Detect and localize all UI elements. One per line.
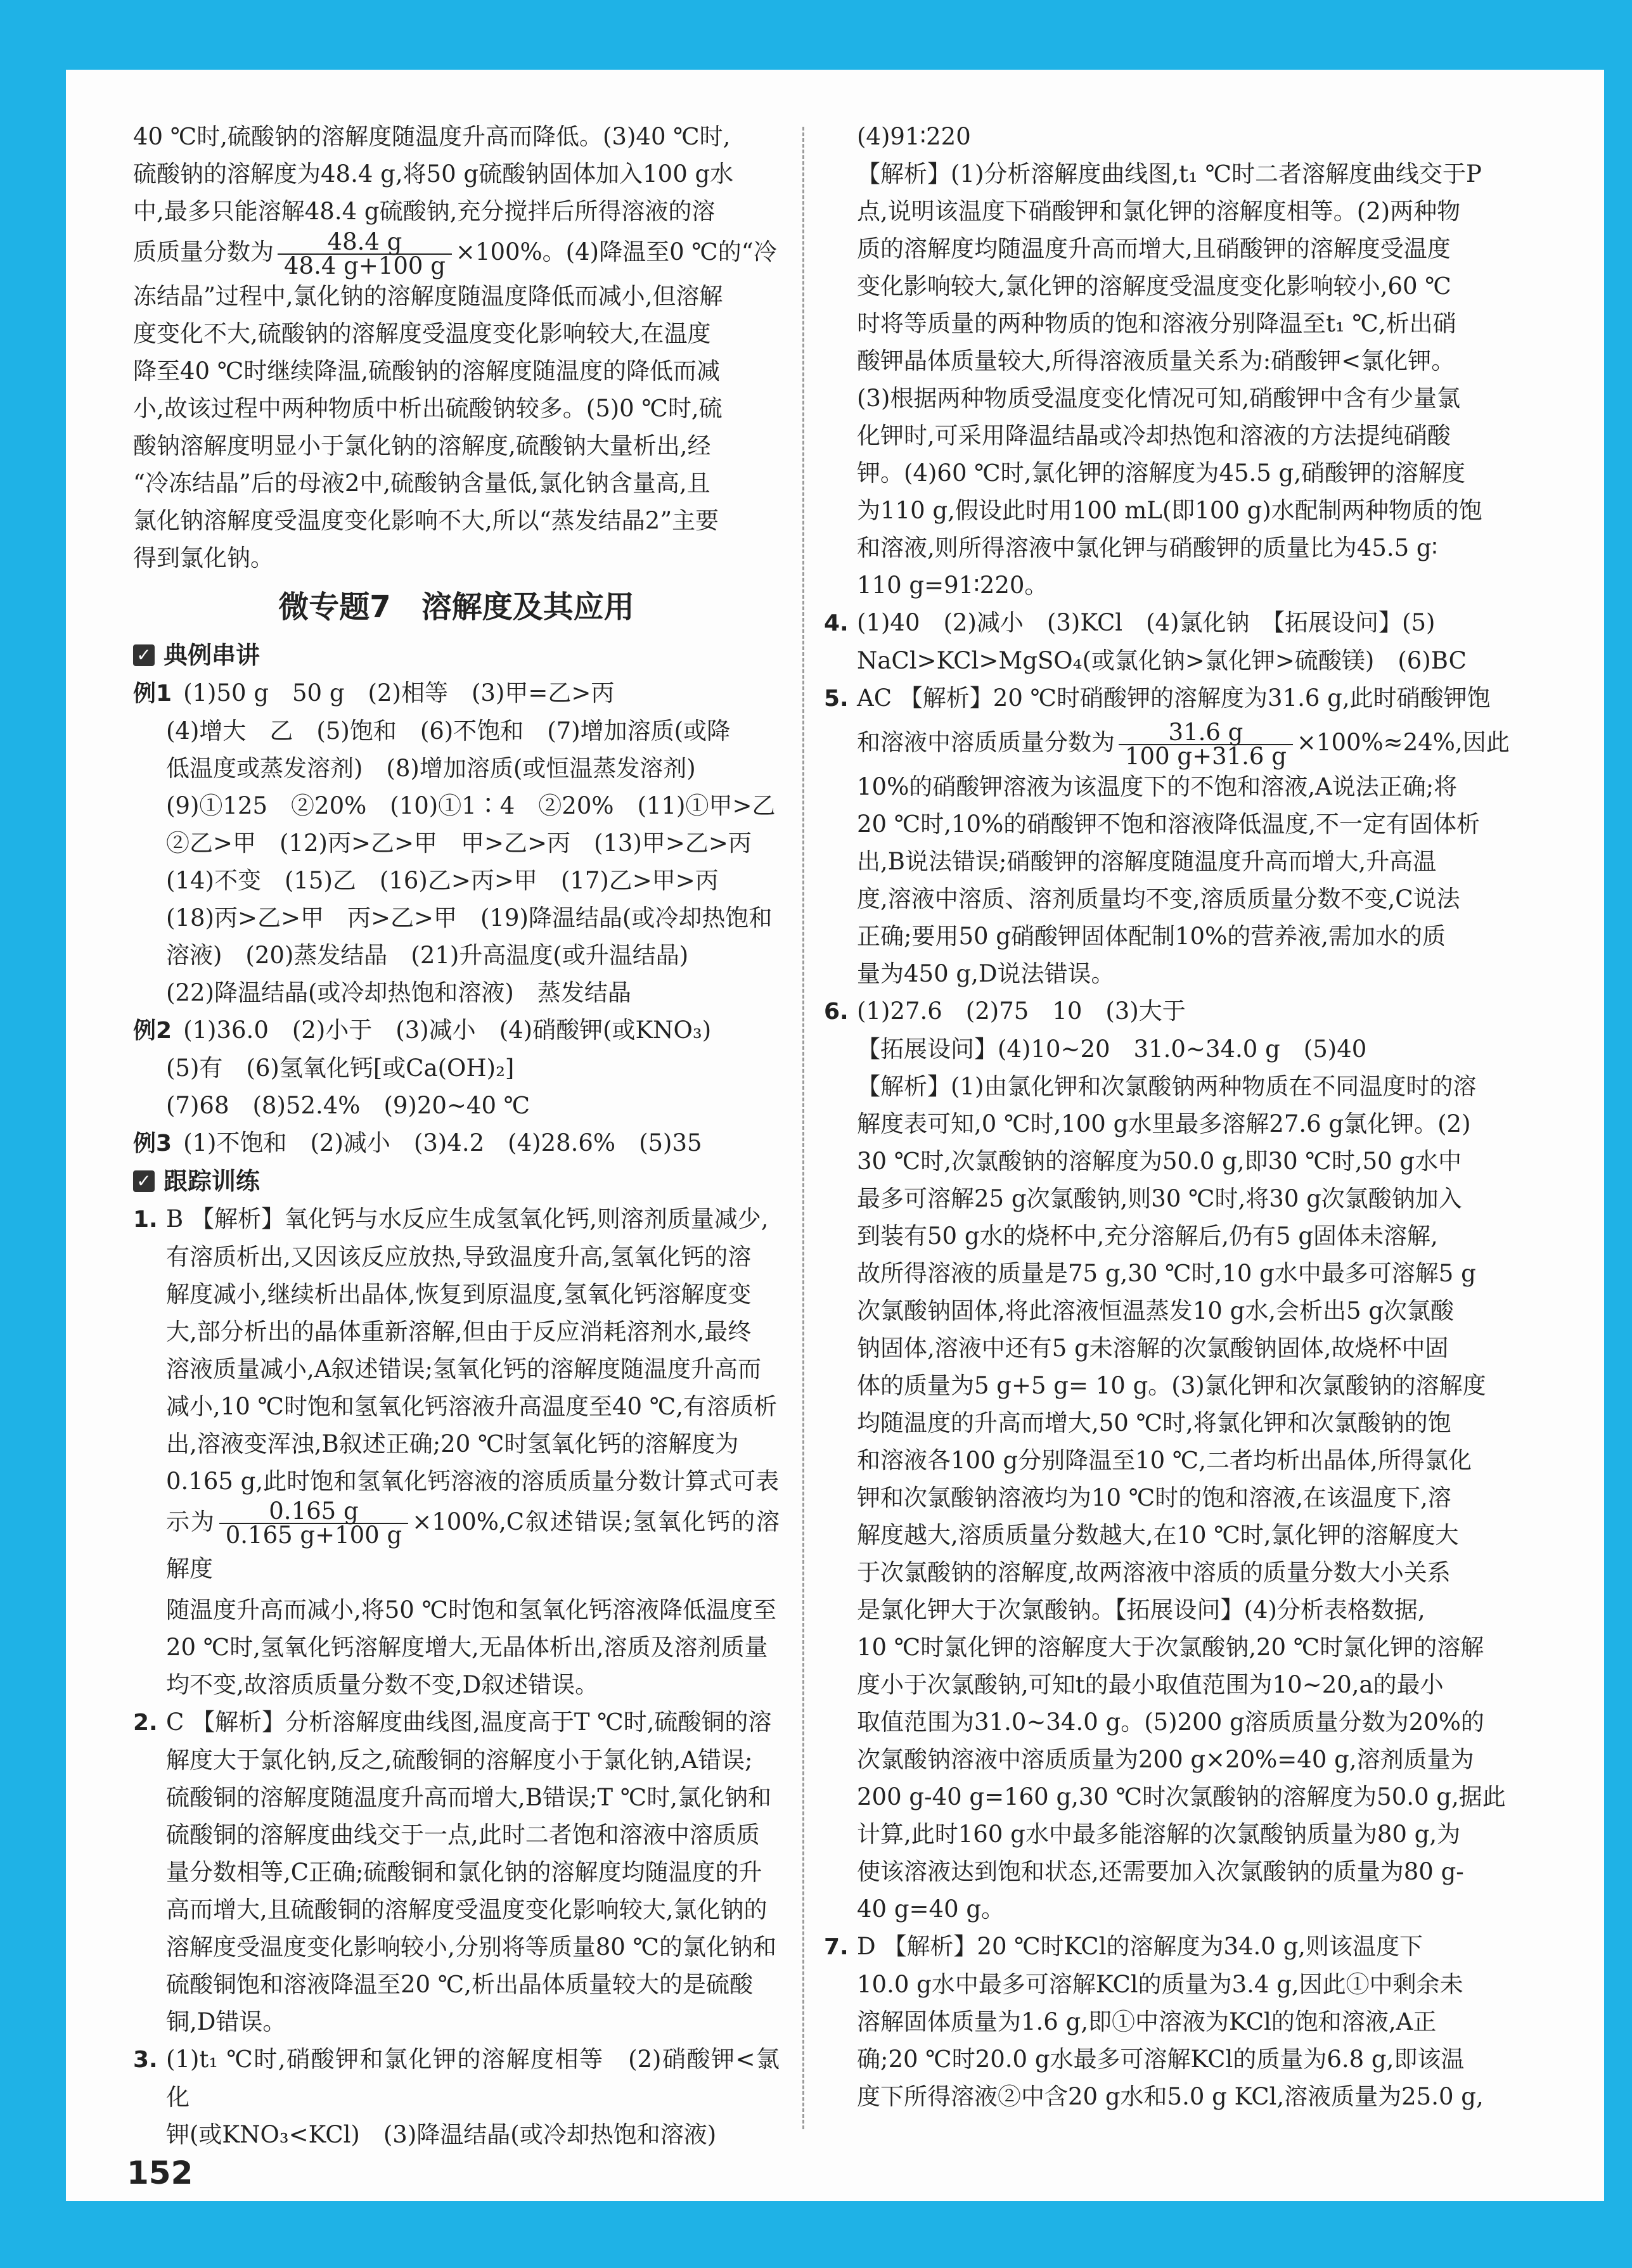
question-number: 7. [824,1934,849,1960]
checkbox-icon: ✓ [133,1170,155,1192]
left-column [133,118,780,2153]
question-line: (1)27.6 (2)75 10 (3)大于 [857,997,1186,1025]
example-line: 溶液) (20)蒸发结晶 (21)升高温度(或升温结晶) [166,941,689,969]
example-line: (1)不饱和 (2)减小 (3)4.2 (4)28.6% (5)35 [183,1129,702,1156]
question-line: (1)t₁ ℃时,硝酸钾和氯化钾的溶解度相等 (2)硝酸钾<氯化 [166,2046,780,2111]
question-line: 钾和次氯酸钠溶液均为10 ℃时的饱和溶液,在该温度下,溶 [857,1484,1451,1511]
question-line: (1)40 (2)减小 (3)KCl (4)氯化钠 【拓展设问】(5) [857,609,1436,636]
question-line: 钾(或KNO₃<KCl) (3)降温结晶(或冷却热饱和溶液) [166,2121,717,2148]
question-line: 200 g-40 g=160 g,30 ℃时次氯酸钠的溶解度为50.0 g,据此 [857,1783,1506,1810]
question-line: 取值范围为31.0~34.0 g。(5)200 g溶质质量分数为20%的 [857,1708,1484,1736]
question-number: 6. [824,999,849,1025]
example-line: (18)丙>乙>甲 丙>乙>甲 (19)降温结晶(或冷却热饱和 [166,904,773,932]
question-6 [824,992,1512,1928]
intro-line: 40 ℃时,硫酸钠的溶解度随温度升高而降低。(3)40 ℃时, [133,123,731,150]
column-divider [802,127,804,2129]
example-label: 例3 [133,1130,172,1156]
fraction-numerator: 48.4 g [278,231,452,255]
question-line: 40 g=40 g。 [857,1895,1005,1923]
question-line: 10 ℃时氯化钾的溶解度大于次氯酸钠,20 ℃时氯化钾的溶解 [857,1634,1484,1661]
question-line: 有溶质析出,又因该反应放热,导致温度升高,氢氧化钙的溶 [166,1243,752,1271]
question-line: 【解析】(1)由氯化钾和次氯酸钠两种物质在不同温度时的溶 [857,1073,1477,1100]
intro-line: 硫酸钠的溶解度为48.4 g,将50 g硫酸钠固体加入100 g水 [133,160,734,188]
question-number: 5. [824,686,849,712]
question-line: 度小于次氯酸钠,可知t的最小取值范围为10~20,a的最小 [857,1671,1444,1698]
fraction-denominator: 48.4 g+100 g [284,252,446,279]
question-line: 均不变,故溶质质量分数不变,D叙述错误。 [166,1671,599,1698]
page-border-left [0,0,66,2268]
fraction [219,1497,408,1549]
question-line: 铜,D错误。 [166,2008,286,2035]
checkbox-icon: ✓ [133,644,155,666]
practice-heading-label: 跟踪训练 [164,1167,260,1195]
question-line: 钾。(4)60 ℃时,氯化钾的溶解度为45.5 g,硝酸钾的溶解度 [857,459,1465,487]
question-line: 计算,此时160 g水中最多能溶解的次氯酸钠质量为80 g,为 [857,1821,1461,1848]
example-label: 例2 [133,1017,172,1044]
question-line: 和溶液,则所得溶液中氯化钾与硝酸钾的质量比为45.5 g∶ [857,534,1438,561]
example-line: (4)增大 乙 (5)饱和 (6)不饱和 (7)增加溶质(或降 [166,717,731,745]
question-line: 正确;要用50 g硝酸钾固体配制10%的营养液,需加水的质 [857,923,1446,950]
intro-line: 冻结晶”过程中,氯化钠的溶解度随温度降低而减小,但溶解 [133,282,723,310]
question-line: 解度减小,继续析出晶体,恢复到原温度,氢氧化钙溶解度变 [166,1280,752,1308]
fraction-denominator: 100 g+31.6 g [1125,742,1287,770]
question-line: 使该溶液达到饱和状态,还需要加入次氯酸钠的质量为80 g- [857,1858,1464,1885]
question-line: (3)根据两种物质受温度变化情况可知,硝酸钾中含有少量氯 [857,385,1461,412]
question-line: 解度表可知,0 ℃时,100 g水里最多溶解27.6 g氯化钾。(2) [857,1110,1471,1137]
question-line: 度下所得溶液②中含20 g水和5.0 g KCl,溶液质量为25.0 g, [857,2083,1484,2110]
question-line: 溶解固体质量为1.6 g,即①中溶液为KCl的饱和溶液,A正 [857,2008,1437,2035]
question-line: NaCl>KCl>MgSO₄(或氯化钠>氯化钾>硫酸镁) (6)BC [857,647,1467,674]
practice-heading [133,1162,780,1200]
question-line: 确;20 ℃时20.0 g水最多可溶解KCl的质量为6.8 g,即该温 [857,2046,1465,2073]
question-2 [133,1703,780,2041]
right-column [824,118,1512,2115]
question-number: 2. [133,1710,158,1736]
question-line: 于次氯酸钠的溶解度,故两溶液中溶质的质量分数大小关系 [857,1559,1451,1586]
question-line: 酸钾晶体质量较大,所得溶液质量关系为:硝酸钾<氯化钾。 [857,347,1455,375]
fraction-numerator: 0.165 g [219,1500,408,1524]
question-line: 化钾时,可采用降温结晶或冷却热饱和溶液的方法提纯硝酸 [857,422,1451,449]
frac-post: ×100%≈24%,因此 [1296,729,1510,756]
example-line: (9)①125 ②20% (10)①1∶4 ②20% (11)①甲>乙 [166,791,776,819]
intro-line: “冷冻结晶”后的母液2中,硫酸钠含量低,氯化钠含量高,且 [133,469,710,497]
question-line: AC 【解析】20 ℃时硝酸钾的溶解度为31.6 g,此时硝酸钾饱 [857,684,1491,712]
question-number: 3. [133,2047,158,2073]
question-line: 硫酸铜的溶解度曲线交于一点,此时二者饱和溶液中溶质质 [166,1821,760,1848]
question-line: 解度越大,溶质质量分数越大,在10 ℃时,氯化钾的溶解度大 [857,1522,1459,1549]
question-line: 20 ℃时,氢氧化钙溶解度增大,无晶体析出,溶质及溶剂质量 [166,1634,768,1661]
frac-post: ×100%。(4)降温至0 ℃的“冷 [455,238,777,266]
question-line: C 【解析】分析溶解度曲线图,温度高于T ℃时,硫酸铜的溶 [166,1708,772,1736]
question-line: 均随温度的升高而增大,50 ℃时,将氯化钾和次氯酸钠的饱 [857,1409,1451,1437]
question-line: 解度大于氯化钠,反之,硫酸铜的溶解度小于氯化钠,A错误; [166,1746,753,1774]
intro-line: 降至40 ℃时继续降温,硫酸钠的溶解度随温度的降低而减 [133,357,720,385]
question-line: 溶解度受温度变化影响较小,分别将等质量80 ℃的氯化钠和 [166,1933,776,1961]
question-line: 变化影响较大,氯化钾的溶解度受温度变化影响较小,60 ℃ [857,272,1451,300]
question-line: 【解析】(1)分析溶解度曲线图,t₁ ℃时二者溶解度曲线交于P [857,160,1482,188]
example-line: ②乙>甲 (12)丙>乙>甲 甲>乙>丙 (13)甲>乙>丙 [166,829,752,857]
question-line: 时将等质量的两种物质的饱和溶液分别降温至t₁ ℃,析出硝 [857,310,1456,337]
question-5 [824,679,1512,992]
question-fraction-line [857,717,1512,768]
question-line: 次氯酸钠溶液中溶质质量为200 g×20%=40 g,溶剂质量为 [857,1746,1474,1773]
example-1 [133,674,780,712]
question-line: 次氯酸钠固体,将此溶液恒温蒸发10 g水,会析出5 g次氯酸 [857,1297,1455,1324]
question-line: 溶液质量减小,A叙述错误;氢氧化钙的溶解度随温度升高而 [166,1355,761,1383]
question-line: 质的溶解度均随温度升高而增大,且硝酸钾的溶解度受温度 [857,235,1451,262]
question-line: 大,部分析出的晶体重新溶解,但由于反应消耗溶剂水,最终 [166,1317,752,1345]
example-line: (22)降温结晶(或冷却热饱和溶液) 蒸发结晶 [166,978,631,1006]
question-line: 10.0 g水中最多可溶解KCl的质量为3.4 g,因此①中剩余未 [857,1971,1463,1998]
question-line: 故所得溶液的质量是75 g,30 ℃时,10 g水中最多可溶解5 g [857,1260,1476,1287]
question-7 [824,1928,1512,2115]
frac-pre: 和溶液中溶质质量分数为 [857,729,1115,756]
question-line: 20 ℃时,10%的硝酸钾不饱和溶液降低温度,不一定有固体析 [857,810,1480,838]
fraction [1119,718,1293,770]
page-border-right [1604,0,1632,2268]
question-4 [824,604,1512,679]
question-line: 【拓展设问】(4)10~20 31.0~34.0 g (5)40 [857,1035,1367,1063]
intro-line: 中,最多只能溶解48.4 g硫酸钠,充分搅拌后所得溶液的溶 [133,198,716,225]
page-number: 152 [127,2155,193,2191]
question-line: 和溶液各100 g分别降温至10 ℃,二者均析出晶体,所得氯化 [857,1447,1472,1474]
fraction-numerator: 31.6 g [1119,721,1293,745]
question-3 [133,2041,780,2153]
example-3 [133,1124,780,1162]
question-1 [133,1200,780,1704]
question-line: 110 g=91∶220。 [857,572,1048,599]
page-border-top [0,0,1632,70]
question-line: 到装有50 g水的烧杯中,充分溶解后,仍有5 g固体未溶解, [857,1222,1438,1250]
example-line: (1)50 g 50 g (2)相等 (3)甲=乙>丙 [183,679,615,707]
question-line: 硫酸铜饱和溶液降温至20 ℃,析出晶体质量较大的是硫酸 [166,1971,753,1998]
question-line: 10%的硝酸钾溶液为该温度下的不饱和溶液,A说法正确;将 [857,773,1458,800]
question-line: 硫酸铜的溶解度随温度升高而增大,B错误;T ℃时,氯化钠和 [166,1784,772,1811]
examples-heading [133,636,780,674]
question-line: 出,溶液变浑浊,B叙述正确;20 ℃时氢氧化钙的溶解度为 [166,1430,739,1458]
frac-pre: 质质量分数为 [133,238,274,266]
question-line: 出,B说法错误;硝酸钾的溶解度随温度升高而增大,升高温 [857,848,1437,875]
page-border-bottom [0,2201,1632,2268]
intro-line: 度变化不大,硫酸钠的溶解度受温度变化影响较大,在温度 [133,319,711,347]
frac-pre: 示为 [166,1508,215,1535]
question-line: 为110 g,假设此时用100 mL(即100 g)水配制两种物质的饱 [857,497,1482,524]
intro-line: 氯化钠溶解度受温度变化影响不大,所以“蒸发结晶2”主要 [133,506,719,534]
examples-heading-label: 典例串讲 [164,641,260,669]
question-line: 点,说明该温度下硝酸钾和氯化钾的溶解度相等。(2)两种物 [857,198,1461,225]
question-line: (4)91∶220 [857,123,971,150]
question-line: 最多可溶解25 g次氯酸钠,则30 ℃时,将30 g次氯酸钠加入 [857,1185,1462,1212]
fraction-denominator: 0.165 g+100 g [225,1522,402,1549]
fraction [278,227,452,279]
example-2 [133,1011,780,1049]
question-line: 量分数相等,C正确;硫酸铜和氯化钠的溶解度均随温度的升 [166,1859,762,1886]
question-line: 钠固体,溶液中还有5 g未溶解的次氯酸钠固体,故烧杯中固 [857,1335,1449,1362]
question-line: 量为450 g,D说法错误。 [857,960,1115,987]
question-line: 随温度升高而减小,将50 ℃时饱和氢氧化钙溶液降低温度至 [166,1596,776,1624]
question-line: 度,溶液中溶质、溶剂质量均不变,溶质质量分数不变,C说法 [857,885,1460,913]
example-line: (5)有 (6)氢氧化钙[或Ca(OH)₂] [166,1054,515,1082]
question-3-continued [824,118,1512,604]
example-line: (7)68 (8)52.4% (9)20~40 ℃ [166,1091,530,1119]
example-line: (1)36.0 (2)小于 (3)减小 (4)硝酸钾(或KNO₃) [183,1016,712,1044]
question-line: 体的质量为5 g+5 g= 10 g。(3)氯化钾和次氯酸钠的溶解度 [857,1372,1486,1399]
question-line: 高而增大,且硫酸铜的溶解度受温度变化影响较大,氯化钠的 [166,1896,768,1923]
frac-post: ×100%,C叙述错误;氢氧化钙的溶解度 [166,1508,780,1582]
example-label: 例1 [133,680,172,707]
intro-line: 酸钠溶解度明显小于氯化钠的溶解度,硫酸钠大量析出,经 [133,432,711,459]
intro-line: 小,故该过程中两种物质中析出硫酸钠较多。(5)0 ℃时,硫 [133,394,723,422]
question-number: 4. [824,610,849,636]
intro-fraction-line [133,227,780,279]
question-line: D 【解析】20 ℃时KCl的溶解度为34.0 g,则该温度下 [857,1933,1423,1960]
question-fraction-line [166,1497,780,1592]
question-line: 0.165 g,此时饱和氢氧化钙溶液的溶质质量分数计算式可表 [166,1467,780,1495]
example-line: (14)不变 (15)乙 (16)乙>丙>甲 (17)乙>甲>丙 [166,866,719,894]
question-line: 是氯化钾大于次氯酸钠。【拓展设问】(4)分析表格数据, [857,1596,1425,1624]
question-line: 减小,10 ℃时饱和氢氧化钙溶液升高温度至40 ℃,有溶质析 [166,1392,777,1420]
example-line: 低温度或蒸发溶剂) (8)增加溶质(或恒温蒸发溶剂) [166,754,696,782]
section-title: 微专题7 溶解度及其应用 [278,589,634,625]
question-line: 30 ℃时,次氯酸钠的溶解度为50.0 g,即30 ℃时,50 g水中 [857,1148,1462,1175]
intro-line: 得到氯化钠。 [133,544,274,572]
question-number: 1. [133,1206,158,1233]
question-line: B 【解析】氧化钙与水反应生成氢氧化钙,则溶剂质量减少, [166,1205,769,1233]
